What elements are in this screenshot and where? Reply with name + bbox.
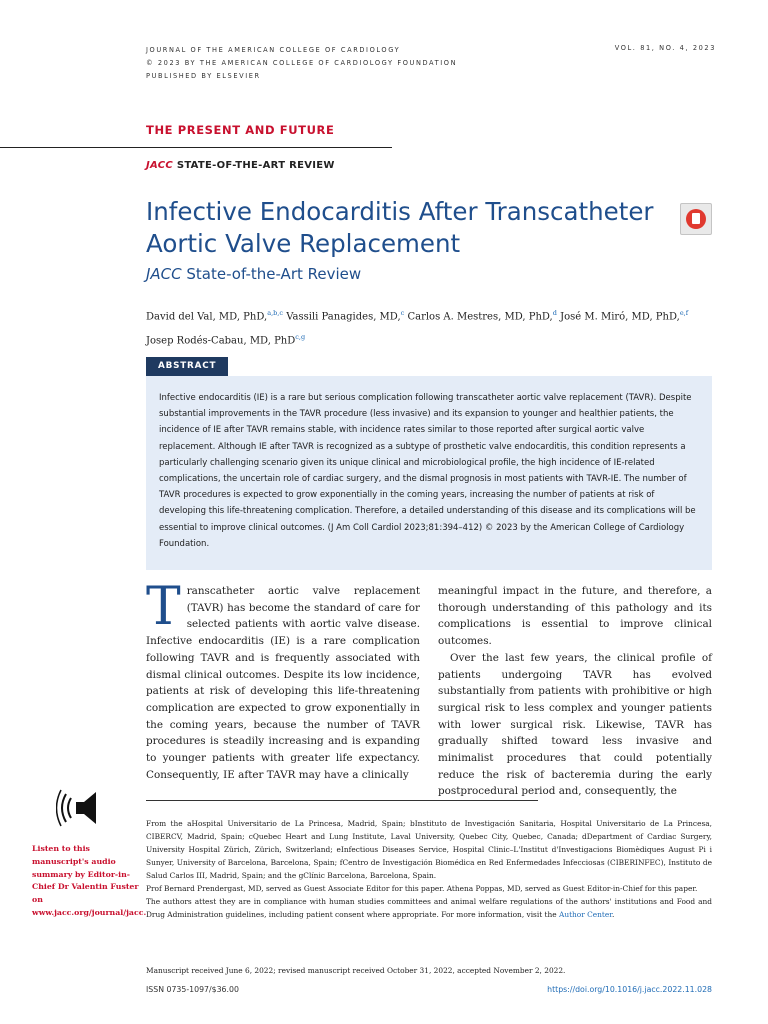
author-name: José M. Miró, MD, PhD,: [560, 311, 680, 323]
bookmark-icon: [686, 209, 706, 229]
author-name: Carlos A. Mestres, MD, PhD,: [407, 311, 553, 323]
author-affiliation-marks[interactable]: a,b,c: [267, 309, 284, 317]
compliance-text: The authors attest they are in compliance with human studies committees and animal welfare regulations of the authors' institutions and Food and Drug Administration guidelines, including patient consent where appropriate. For more information, visit the: [146, 897, 712, 919]
author-list: [146, 303, 706, 352]
abstract-text: Infective endocarditis (IE) is a rare but serious complication following transcatheter aortic valve replacement (TAVR). Despite substantial improvements in the TAVR procedure (less invasive) and its expansion to younger and healthier patients, the incidence of IE after TAVR remains stable, with incidence rates similar to those reported after surgical aortic valve replacement. Although IE after TAVR is recognized as a subtype of prosthetic valve endocarditis, this condition represents a particularly challenging scenario given its unique clinical and microbiological profile, the high incidence of IE-related complications, the uncertain role of cardiac surgery, and the dismal prognosis in most patients with TAVR-IE. The number of TAVR procedures is expected to grow exponentially in the coming years, increasing the number of patients at risk of developing this life-threatening complication. Therefore, a detailed understanding of this disease and its complications will be essential to improve clinical outcomes. (J Am Coll Cardiol 2023;81:394–412) © 2023 by the American College of Cardiology Foundation.: [159, 393, 696, 549]
crossmark-badge[interactable]: [680, 203, 712, 235]
audio-summary-link[interactable]: Listen to this manuscript's audio summary by Editor-in-Chief Dr Valentin Fuster on www.jacc.org/journal/jacc.: [32, 844, 147, 917]
body-paragraph: ranscatheter aortic valve replacement (TAVR) has become the standard of care for selected patients with aortic valve disease. Infective endocarditis (IE) is a rare complication following TAVR and is frequently associated with dismal clinical outcomes. Despite its low incidence, patients at risk of developing this life-threatening complication are expected to grow exponentially in the coming years, because the number of TAVR procedures is steadily increasing and is expanding to younger patients with greater life expectancy. Consequently, IE after TAVR may have a clinically: [146, 585, 420, 781]
footnotes: [146, 817, 712, 921]
review-type-italic: JACC: [146, 160, 174, 171]
abstract-tab: [146, 357, 228, 376]
author-name: David del Val, MD, PhD,: [146, 311, 268, 323]
subtitle-rest: State-of-the-Art Review: [181, 265, 362, 283]
review-type-rest: STATE-OF-THE-ART REVIEW: [173, 160, 335, 171]
body-column-left: [146, 577, 420, 783]
manuscript-dates: Manuscript received June 6, 2022; revised manuscript received October 31, 2022, accepted November 2, 2022.: [146, 966, 566, 975]
publisher-line: PUBLISHED BY ELSEVIER: [146, 72, 261, 80]
author-name: Vassili Panagides, MD,: [286, 311, 401, 323]
article-subtitle: [146, 265, 361, 283]
author-name: Josep Rodés-Cabau, MD, PhD: [146, 335, 296, 347]
section-divider: [0, 147, 392, 148]
author-affiliation-marks[interactable]: c: [400, 309, 405, 317]
doi-link[interactable]: https://doi.org/10.1016/j.jacc.2022.11.028: [547, 985, 712, 994]
copyright-line: © 2023 BY THE AMERICAN COLLEGE OF CARDIOLOGY FOUNDATION: [146, 59, 458, 67]
author-affiliation-marks[interactable]: e,f: [679, 309, 689, 317]
volume-info: VOL. 81, NO. 4, 2023: [614, 44, 716, 52]
body-paragraph: Over the last few years, the clinical profile of patients undergoing TAVR has evolved substantially from patients with prohibitive or high surgical risk to less complex and younger patients with lower surgical risk. Likewise, TAVR has gradually shifted toward less invasive and minimalist procedures that could potentially reduce the risk of bacteremia during the early postprocedural period and, consequently, the: [438, 651, 712, 798]
compliance-note: [146, 895, 712, 921]
body-column-right: [438, 583, 712, 800]
author-center-link[interactable]: Author Center: [558, 910, 612, 919]
journal-name: JOURNAL OF THE AMERICAN COLLEGE OF CARDIOLOGY: [146, 46, 401, 54]
article-title: Infective Endocarditis After Transcatheter Aortic Valve Replacement: [146, 197, 654, 258]
abstract-label: ABSTRACT: [158, 361, 217, 371]
section-label: THE PRESENT AND FUTURE: [146, 123, 335, 137]
drop-cap: T: [146, 577, 181, 637]
author-affiliation-marks[interactable]: c,g: [295, 333, 306, 342]
compliance-end: .: [612, 910, 615, 919]
body-paragraph: meaningful impact in the future, and therefore, a thorough understanding of this pathology and its complications is essential to improve clinical outcomes.: [438, 585, 712, 648]
speaker-icon[interactable]: [56, 788, 106, 828]
issn: ISSN 0735-1097/$36.00: [146, 985, 239, 994]
affiliations-note: From the aHospital Universitario de La Princesa, Madrid, Spain; bInstituto de Investigación Sanitaria, Hospital Universitario de La Princesa, CIBERCV, Madrid, Spain; cQuebec Heart and Lung Institute, Laval University, Quebec City, Quebec, Canada; dDepartment of Cardiac Surgery, University Hospital Zürich, Zürich, Switzerland; eInfectious Diseases Service, Hospital Clinic–L'Institut d'Investigacions Biomèdiques August Pi i Sunyer, University of Barcelona, Barcelona, Spain; fCentro de Investigación Biomédica en Red Enfermedades Infecciosas (CIBERINFEC), Instituto de Salud Carlos III, Madrid, Spain; and the gClínic Barcelona, Barcelona, Spain.: [146, 819, 712, 880]
author-affiliation-marks[interactable]: d: [552, 309, 557, 317]
editor-note: Prof Bernard Prendergast, MD, served as Guest Associate Editor for this paper. Athena Poppas, MD, served as Guest Editor-in-Chief for this paper.: [146, 884, 698, 893]
subtitle-italic: JACC: [146, 265, 182, 283]
review-type-label: [146, 160, 335, 171]
journal-header: [146, 44, 457, 83]
footnote-divider: [146, 800, 538, 801]
